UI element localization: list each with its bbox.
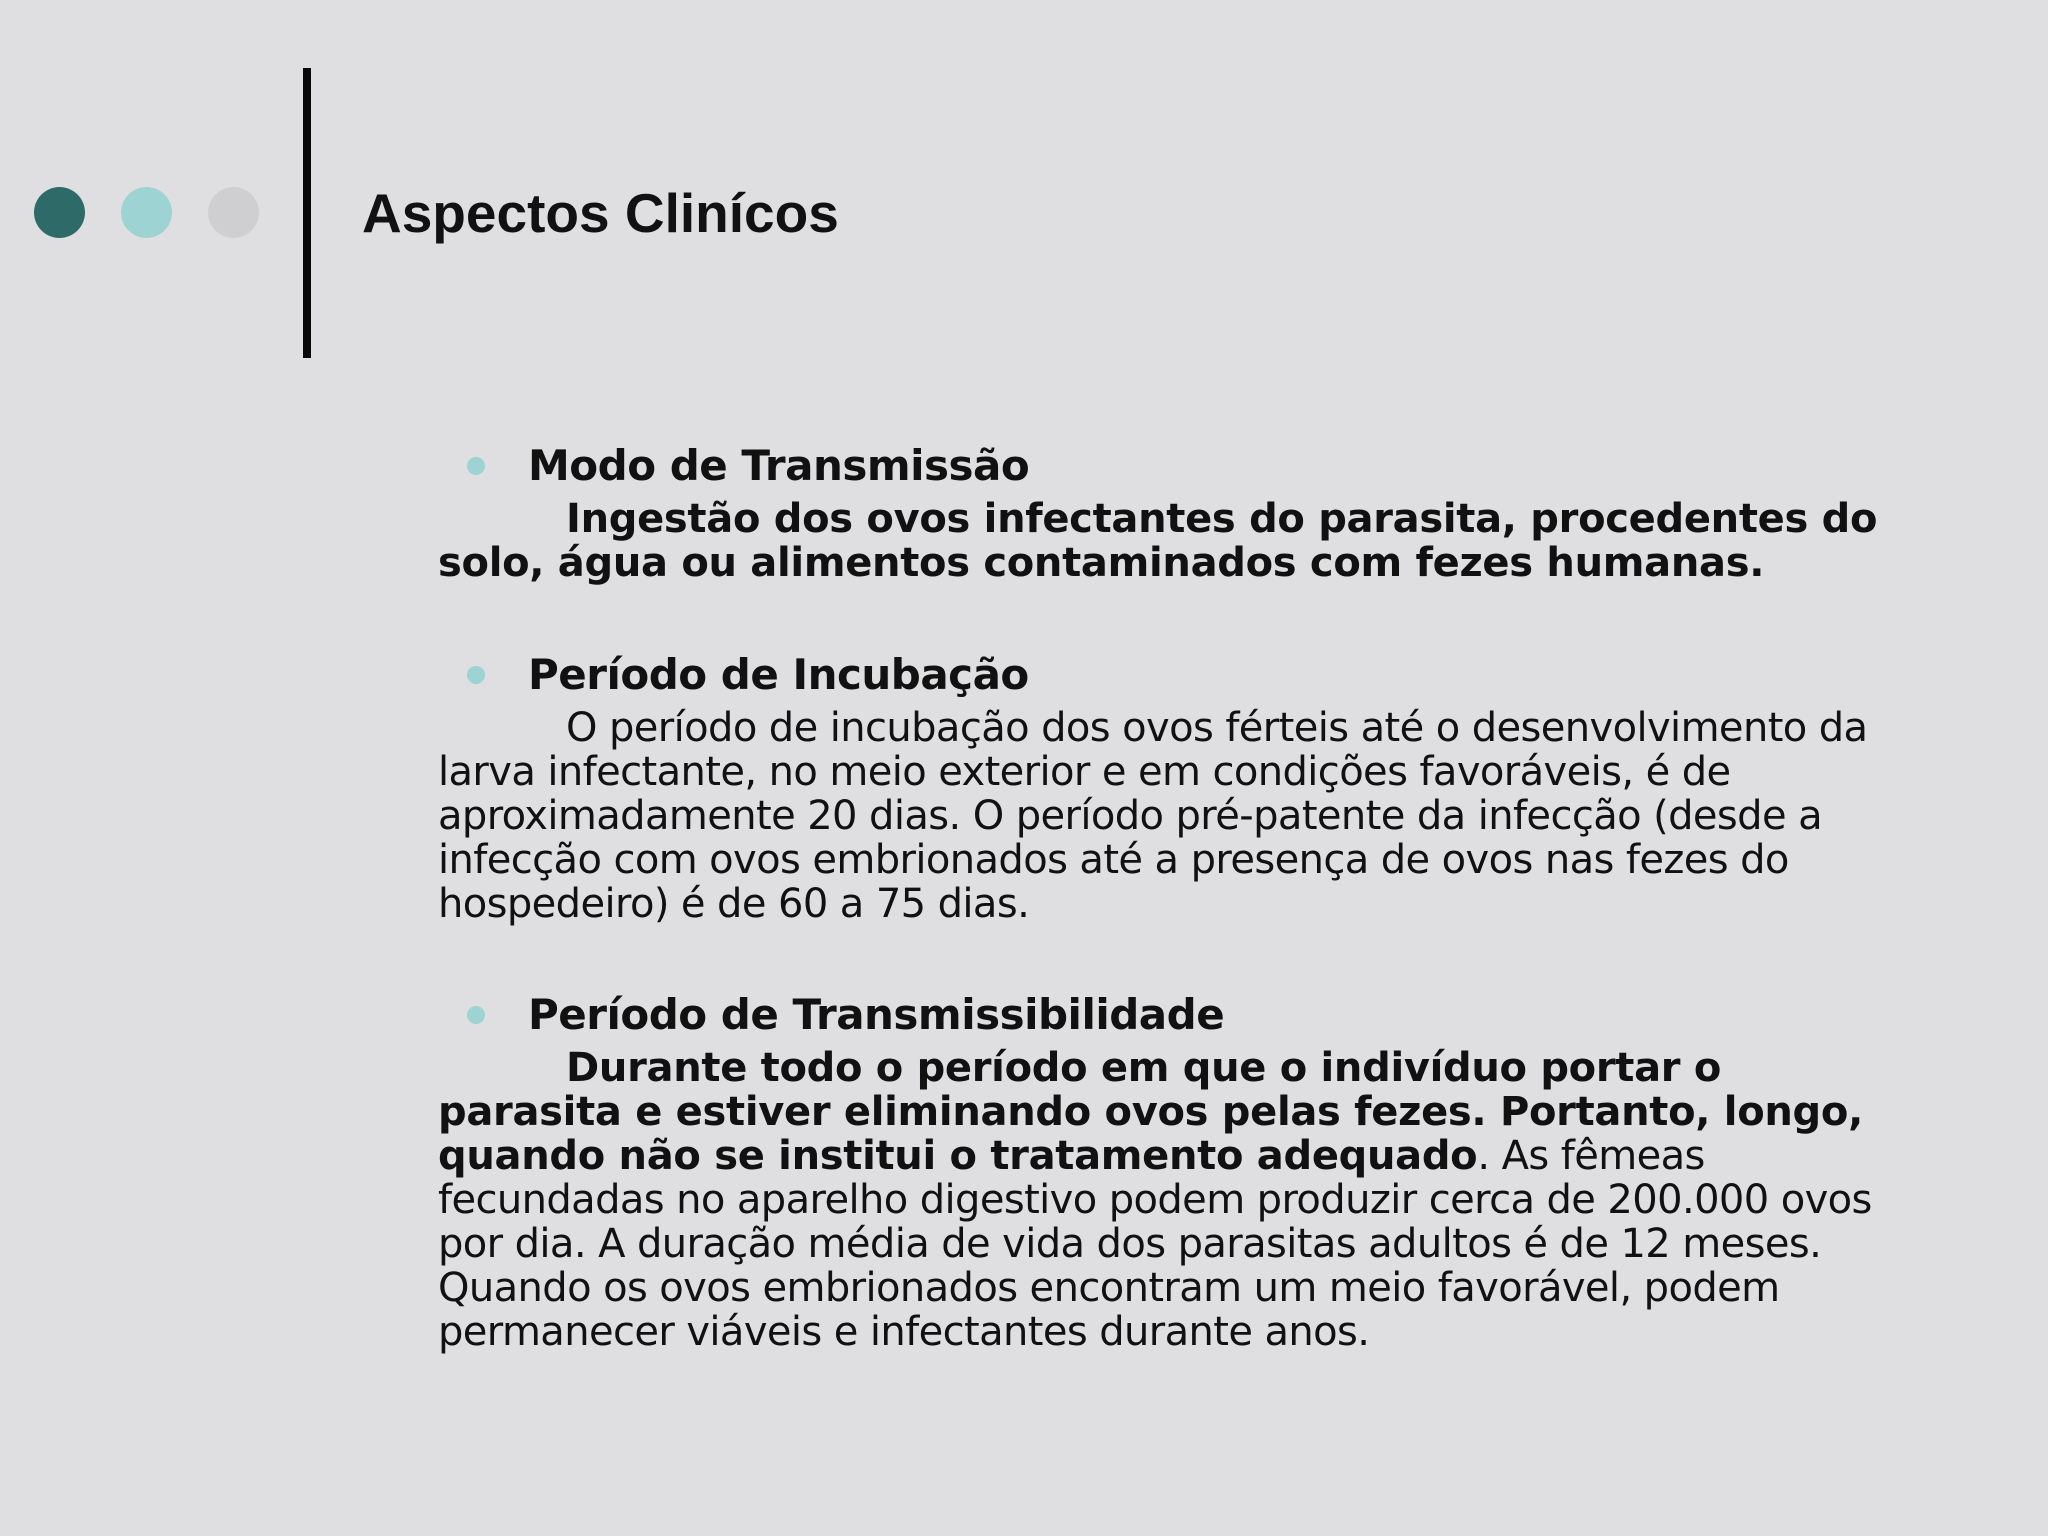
bullet-icon xyxy=(467,1006,485,1024)
title-divider xyxy=(303,68,311,358)
gray-circle-icon xyxy=(208,187,259,238)
section-heading: Período de Transmissibilidade xyxy=(528,990,1225,1039)
bullet-icon xyxy=(467,666,485,684)
slide-title: Aspectos Clinícos xyxy=(362,182,839,244)
section-heading: Período de Incubação xyxy=(528,650,1029,699)
section-text-bold: Durante todo o período em que o indivíduo portar o parasita e estiver eliminando ovos pelas fezes. Portanto, longo, quando não se institui o tratamento adequado xyxy=(438,1045,1863,1179)
section-text-regular: . As fêmeas fecundadas no aparelho digestivo podem produzir cerca de 200.000 ovos por dia. A duração média de vida dos parasitas adultos é de 12 meses. Quando os ovos embrionados encontram um meio favorável, podem permanecer viáveis e infectantes durante anos. xyxy=(438,1133,1872,1355)
bullet-icon xyxy=(467,457,485,475)
light-teal-circle-icon xyxy=(121,187,172,238)
section-text xyxy=(438,1046,1898,1354)
dark-teal-circle-icon xyxy=(34,187,85,238)
section-text: O período de incubação dos ovos férteis até o desenvolvimento da larva infectante, no meio exterior e em condições favoráveis, é de aproximadamente 20 dias. O período pré-patente da infecção (desde a infecção com ovos embrionados até a presença de ovos nas fezes do hospedeiro) é de 60 a 75 dias. xyxy=(438,705,1868,927)
section-heading: Modo de Transmissão xyxy=(528,441,1030,490)
section-text: Ingestão dos ovos infectantes do parasita, procedentes do solo, água ou alimentos contaminados com fezes humanas. xyxy=(438,496,1878,586)
